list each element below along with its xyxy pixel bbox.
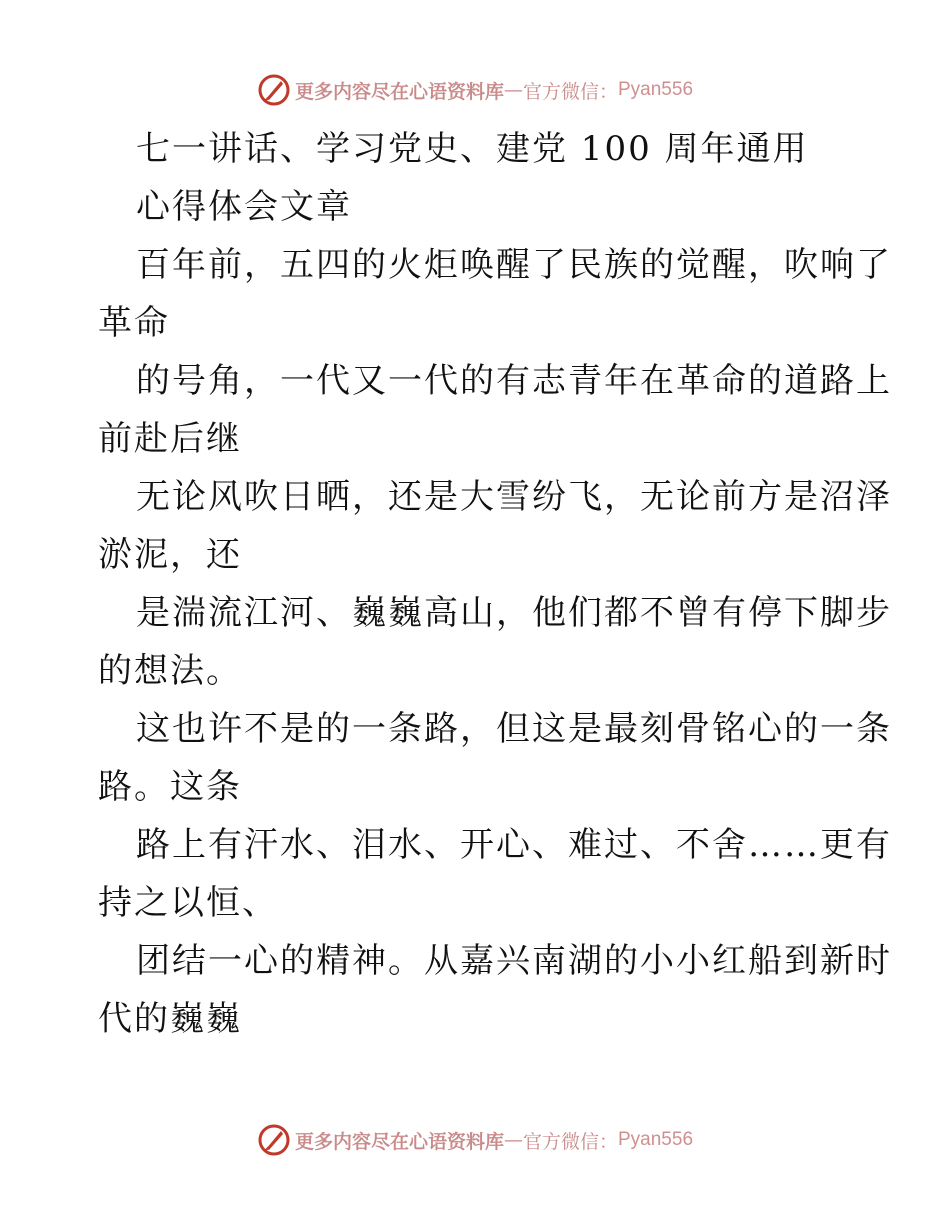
banner-contact-id: Pyan556 (618, 79, 694, 100)
banner-text: 更多内容尽在心语资料库 (294, 80, 504, 103)
paragraph-line: 团结一心的精神。从嘉兴南湖的小小红船到新时 (136, 941, 892, 981)
document-title-line-1: 七一讲话、学习党史、建党 100 周年通用 (136, 129, 809, 169)
document-body (98, 120, 892, 1048)
banner-contact-label: 官方微信： (522, 1130, 618, 1153)
paragraph-line: 是湍流江河、巍巍高山，他们都不曾有停下脚步 (136, 593, 892, 633)
paragraph-line: 路。这条 (98, 767, 242, 807)
paragraph-line: 百年前，五四的火炬唤醒了民族的觉醒，吹响了 (136, 245, 892, 285)
quill-logo-icon (257, 1123, 291, 1157)
paragraph-line: 淤泥，还 (98, 535, 242, 575)
paragraph-line: 这也许不是的一条路，但这是最刻骨铭心的一条 (136, 709, 892, 749)
banner-text: 更多内容尽在心语资料库 (294, 1130, 504, 1153)
document-title-line-2: 心得体会文章 (136, 187, 352, 227)
paragraph-line: 无论风吹日晒，还是大雪纷飞，无论前方是沼泽 (136, 477, 892, 517)
paragraph-line: 路上有汗水、泪水、开心、难过、不舍……更有 (136, 825, 892, 865)
banner-separator: — (503, 79, 523, 101)
paragraph-line: 的号角，一代又一代的有志青年在革命的道路上 (136, 361, 892, 401)
banner-contact-label: 官方微信： (522, 80, 618, 103)
header-banner (0, 70, 950, 110)
paragraph-line: 的想法。 (98, 651, 242, 691)
paragraph-line: 革命 (98, 303, 170, 343)
paragraph-line: 代的巍巍 (98, 999, 242, 1039)
paragraph-line: 前赴后继 (98, 419, 242, 459)
paragraph-line: 持之以恒、 (98, 883, 278, 923)
quill-logo-icon (257, 73, 291, 107)
banner-contact-id: Pyan556 (618, 1129, 694, 1150)
banner-separator: — (503, 1129, 523, 1151)
footer-banner (0, 1120, 950, 1160)
